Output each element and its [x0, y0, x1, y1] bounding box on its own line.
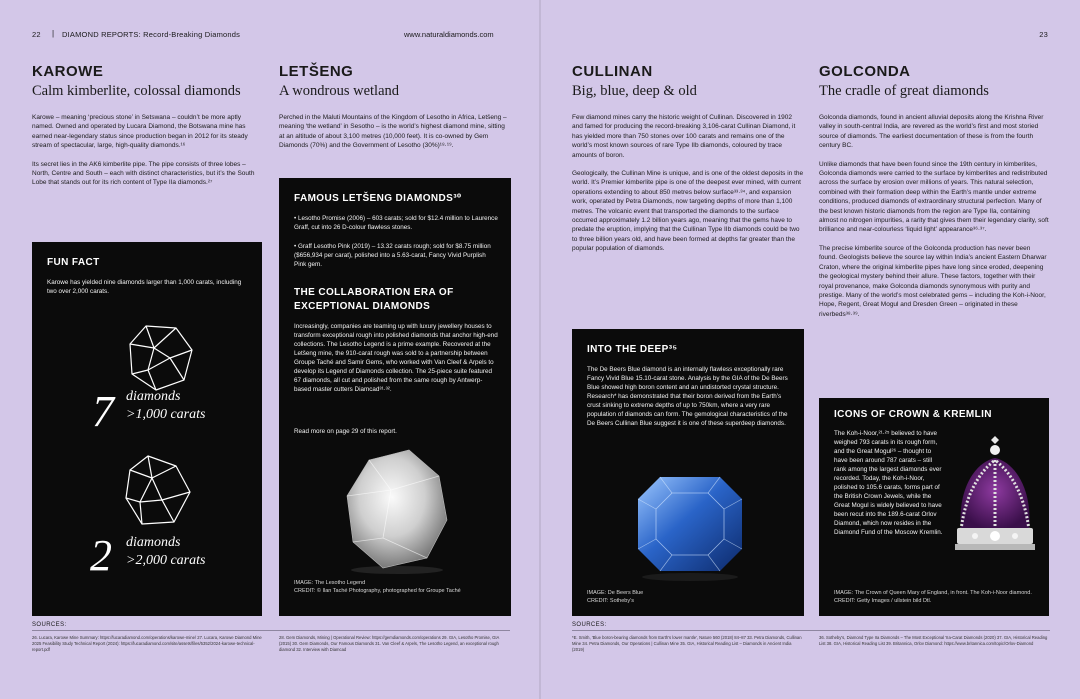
image-credit: CREDIT: Sotheby’s	[587, 598, 634, 604]
karowe-title: KAROWE	[32, 63, 104, 80]
crown-image	[947, 430, 1043, 580]
cullinan-subtitle: Big, blue, deep & old	[572, 83, 697, 99]
de-beers-blue-diamond-image	[632, 471, 748, 583]
rough-diamond-icon	[126, 322, 196, 394]
fun-fact-title: FUN FACT	[47, 257, 100, 268]
cullinan-title: CULLINAN	[572, 63, 653, 80]
cullinan-paragraph: Geologically, the Cullinan Mine is unique, and is one of the oldest deposits in the world. It’s Premier kimberlite pipe is one of the deepest ever mined, with current operations extending to about 850 metres below surface³³·³⁴, and expansion work, operated by Petra Diamonds, now targeting depths of more than 1,100 metres. The volcanic event that transported the diamonds to the surface occurred approximately 1.2 billion years ago, meaning that the gems have to predate the eruption, implying that the Cullinan Type IIb diamonds could be two to three billion years old, and have been formed at depths far greater than the popular population of diamonds.	[572, 170, 804, 253]
fun-fact-text: Karowe has yielded nine diamonds larger than 1,000 carats, including two over 2,000 carats.	[47, 279, 242, 295]
image-caption: IMAGE: De Beers Blue	[587, 590, 644, 596]
letseng-body: Perched in the Maluti Mountains of the Kingdom of Lesotho in Africa, Letšeng – meaning ‘the wetland’ in Sesotho – is the world’s highest diamond mine, sitting at an altitude of about 3,100 metres (10,000 feet). It is co-owned by Gem Diamonds (70%) and the Government of Lesotho (30%)¹⁸·¹⁹.	[279, 114, 507, 150]
stat-label-2000: >2,000 carats	[126, 553, 206, 568]
icons-of-crown-box	[819, 398, 1049, 616]
sources-list: 28. Gem Diamonds, Mining | Operational Review: https://gemdiamonds.com/operations 29. GIA, Lesotho Promise, GIA (2015) 30. Gem Diamonds, Our Famous Diamonds 31. Van Cleef & Arpels, The Lesotho Legend, an exceptional rough diamond 32. Interview with Diamcad	[279, 635, 500, 652]
letseng-subtitle: A wondrous wetland	[279, 83, 400, 99]
site-url[interactable]: www.naturaldiamonds.com	[404, 30, 494, 39]
right-page	[540, 0, 1080, 699]
into-the-deep-text: The De Beers Blue diamond is an internally flawless exceptionally rare Fancy Vivid Blue 15.10-carat stone. Analysis by the GIA of the De Beers Blue showed high boron content and an undistorted crystal structure. Research* has demonstrated that their boron derived from the Earth’s crust sinking to extreme depths of up to 750km, where a very rare population of diamonds can form. The gemological characteristics of the De Beers Cullinan Blue suggest it is one of these superdeep diamonds.	[587, 366, 788, 427]
karowe-body	[32, 113, 262, 197]
image-caption: IMAGE: The Crown of Queen Mary of England, in front. The Koh-i-Noor diamond. CREDIT: Getty Images / ullstein bild Dtl.	[834, 590, 1032, 604]
report-title: DIAMOND REPORTS: Record-Breaking Diamonds	[62, 30, 241, 39]
lesotho-legend-rough-diamond-image	[339, 446, 455, 576]
fun-fact-box	[32, 242, 262, 616]
into-the-deep-box	[572, 329, 804, 616]
karowe-paragraph: Karowe – meaning ‘precious stone’ in Setswana – couldn’t be more aptly named. Owned and operated by Lucara Diamond, the Botswana mine has earned near-legendary status since production began in 2012 for its steady stream of spectacular, large, high-quality diamonds.¹⁶	[32, 114, 248, 150]
cullinan-paragraph: Few diamond mines carry the historic weight of Cullinan. Discovered in 1902 and famed for producing the record-breaking 3,106-carat Cullinan Diamond, it has yielded more than 750 stones over 100 carats and remains one of the world’s most known sources of rare Type IIb diamonds, coloured by trace amounts of boron.	[572, 114, 796, 159]
page-number-left: 22	[32, 30, 41, 39]
sources-list: 36. Sotheby's, Diamond Type IIa Diamonds – The Most Exceptional 'IIa-Carat Diamonds (2020) 37. GIA, Historical Reading List 38. GIA, Historical Reading List 39. Britannica, Orlov Diamond: https://www.britannica.com/topic/Orlov-Diamond	[819, 635, 1048, 646]
stat-label-1000: >1,000 carats	[126, 407, 206, 422]
collaboration-title: EXCEPTIONAL DIAMONDS	[294, 301, 431, 312]
golconda-paragraph: Unlike diamonds that have been found since the 19th century in kimberlites, Golconda diamonds were carried to the surface by kimberlites and redistributed across the surface by erosion over millions of years. This natural selection, combined with their formation deep within the Earth’s mantle under extreme conditions, produced diamonds of extraordinary structural perfection. Many of the best known historic diamonds from the region are Type IIa, containing almost no nitrogen impurities, a rarity that gives them their legendary clarity, soft brilliance and near-colourless ‘liquid light’ appearance³⁶·³⁷.	[819, 160, 1049, 234]
stat-label-diamonds: diamonds	[126, 389, 181, 404]
sources-list: 26. Lucara, Karowe Mine Summary: https://lucaradiamond.com/operations/karowe-mine/ 27. Lucara, Karowe Diamond Mine 2025 Feasibility Study Technical Report (2024): https://lucaradiamond.com/site/assets/files/5352/2024-karowe-technical-report.pdf	[32, 635, 262, 652]
stat-number-2000: 2	[90, 531, 112, 580]
image-caption: IMAGE: The Lesotho Legend	[294, 580, 366, 586]
stat-label-diamonds: diamonds	[126, 535, 181, 550]
stat-number-1000: 7	[92, 387, 114, 436]
page-number-right: 23	[1039, 30, 1048, 39]
letseng-box	[279, 178, 511, 616]
into-the-deep-title: INTO THE DEEP³⁵	[587, 344, 678, 355]
icons-of-crown-text: The Koh-i-Noor,²¹·²⁵ believed to have weighed 793 carats in its rough form, and the Great Mogul²⁶ – thought to have been around 787 carats – still rank among the largest diamonds ever recorded. Today, the Koh-i-Noor, polished to 105.6 carats, forms part of the British Crown Jewels, while the Great Mogul is widely believed to have been recut into the 189.6-carat Orlov Diamond, which now resides in the Diamond Fund of the Moscow Kremlin.	[834, 430, 943, 536]
sources-label: SOURCES:	[32, 622, 67, 628]
famous-diamond-item: • Lesotho Promise (2006) – 603 carats; sold for $12.4 million to Laurence Graff, cut into 26 D-colour flawless stones.	[294, 215, 498, 231]
karowe-subtitle: Calm kimberlite, colossal diamonds	[32, 83, 241, 99]
famous-diamond-item: • Graff Lesotho Pink (2019) – 13.32 carats rough; sold for $8.75 million ($656,934 per carat), polished into a 5.63-carat, Fancy Vivid Purplish Pink gem.	[294, 243, 491, 268]
karowe-paragraph: Its secret lies in the AK6 kimberlite pipe. The pipe consists of three lobes – North, Centre and South – each with distinct characteristics, but it’s the South Lobe that stands out for its rich content of Type IIa diamonds.²⁷	[32, 160, 255, 187]
icons-of-crown-title: ICONS OF CROWN & KREMLIN	[834, 409, 992, 420]
sources-list: *E. Smith, 'Blue boron-bearing diamonds from Earth's lower mantle', Nature 560 (2018) 84–87 33. Petra Diamonds, Cullinan Mine 34. Petra Diamonds, Our Operations | Cullinan Mine 35. GIA, Historical Reading List – Diamonds in Ancient India (2019)	[572, 635, 802, 652]
famous-diamonds-title: FAMOUS LETŠENG DIAMONDS³⁰	[294, 193, 462, 204]
collaboration-title: THE COLLABORATION ERA OF	[294, 287, 454, 298]
golconda-title: GOLCONDA	[819, 63, 911, 80]
rough-diamond-icon	[122, 452, 194, 528]
cullinan-body	[572, 113, 804, 263]
golconda-body	[819, 113, 1049, 328]
sources-divider	[32, 630, 510, 631]
collaboration-text: Increasingly, companies are teaming up with luxury jewellery houses to transform exceptional rough into polished diamonds that anchor high-end collections. The Lesotho Legend is a prime example. Recovered at the Letšeng mine, the 910-carat rough was sold to a partnership between Groupe Taché and Samir Gems, who worked with Van Cleef & Arpels to develop its Legend of Diamonds collection. The 25-piece suite featured 67 diamonds, all cut and polished from the same rough by Antwerp-based master cutters Diamcad³¹·³².	[294, 323, 498, 393]
golconda-paragraph: The precise kimberlite source of the Golconda production has never been found. Geologists believe the source lay within India’s ancient Eastern Dharwar Craton, where the original kimberlite pipes have long since eroded, deepening the geological mystery behind their allure. These factors, together with their royal provenance, make Golconda diamonds synonymous with purity and prestige. Many of the world’s most celebrated gems – including the Koh-i-Noor, Hope, Regent, Great Mogul and Dresden Green – originated in these riverbeds³⁸·³⁹.	[819, 244, 1047, 318]
golconda-paragraph: Golconda diamonds, found in ancient alluvial deposits along the Krishna River valley in south-central India, are revered as the world’s first and most storied source of diamonds. The earliest documentation of these is from the fourth century BC.	[819, 114, 1044, 150]
image-credit: CREDIT: © Ilan Taché Photography, photographed for Groupe Taché	[294, 588, 461, 594]
letseng-title: LETŠENG	[279, 63, 354, 80]
sources-label: SOURCES:	[572, 622, 607, 628]
header-separator: |	[52, 29, 55, 38]
golconda-subtitle: The cradle of great diamonds	[819, 83, 989, 99]
sources-divider	[572, 630, 1050, 631]
read-more-link[interactable]: Read more on page 29 of this report.	[294, 428, 397, 435]
